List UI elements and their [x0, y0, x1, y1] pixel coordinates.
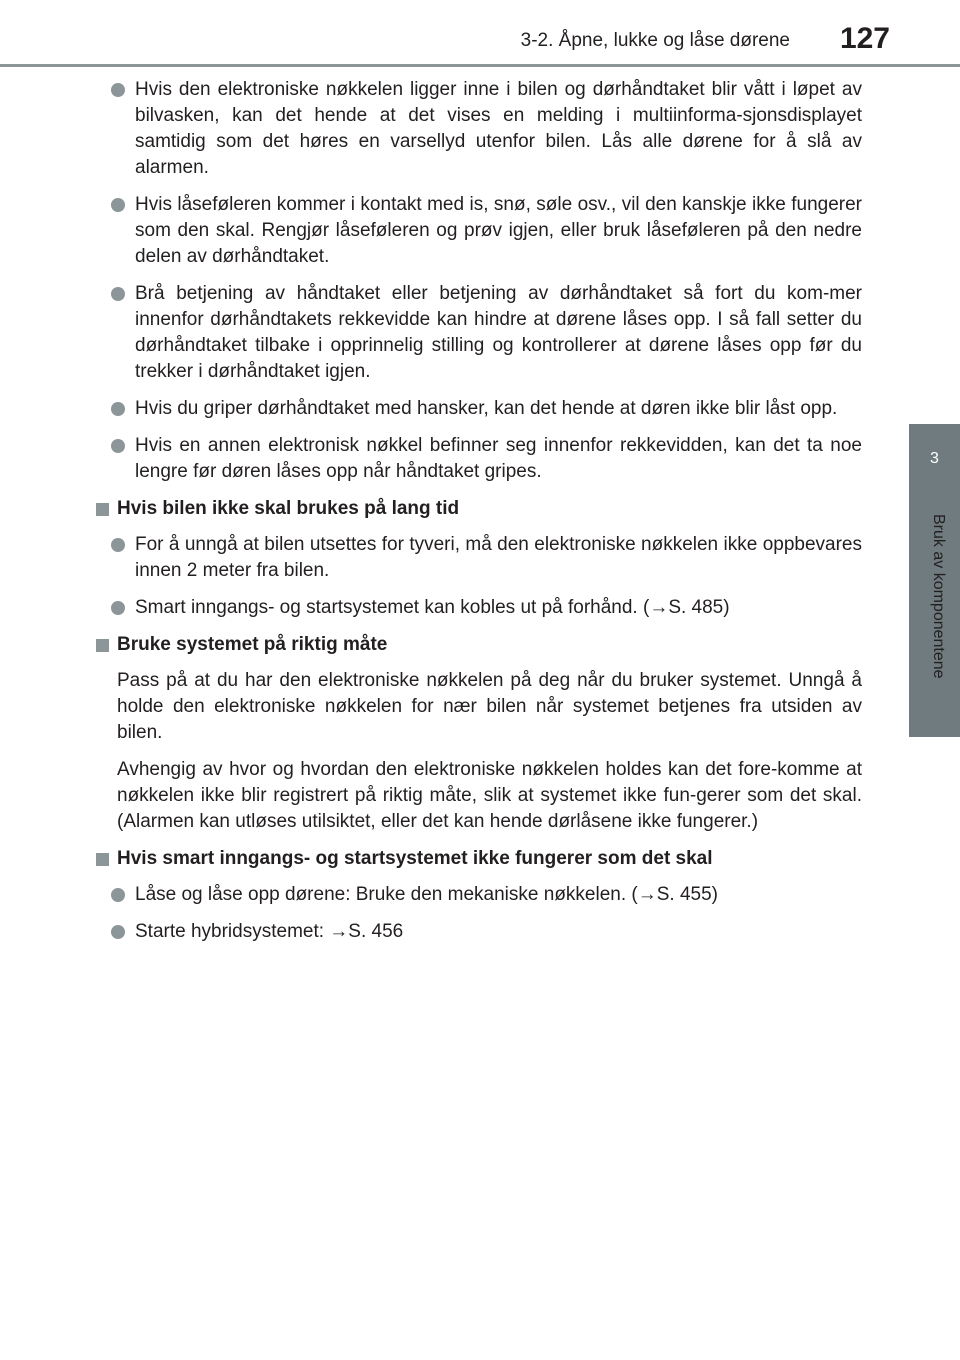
page-content [96, 77, 862, 956]
paragraph: Avhengig av hvor og hvordan den elektroniske nøkkelen holdes kan det fore-komme at nøkkelen ikke blir registrert på riktig måte, slik at systemet ikke fun-gerer som det skal. (Alarmen kan utløses utilsiktet, eller det kan hende dørlåsene ikke fungerer.) [117, 759, 862, 832]
chapter-side-tab [909, 424, 960, 737]
heading-text: Hvis bilen ikke skal brukes på lang tid [117, 498, 460, 519]
heading-text: Hvis smart inngangs- og startsystemet ikke fungerer som det skal [117, 848, 713, 869]
heading-square-icon [96, 639, 109, 652]
bullet-dot-icon [111, 402, 125, 416]
page-number: 127 [839, 22, 890, 55]
list-item [96, 192, 862, 270]
list-item [96, 882, 862, 908]
bullet-dot-icon [111, 601, 125, 615]
list-item-text: Starte hybridsystemet: →S. 456 [135, 921, 404, 942]
heading-square-icon [96, 503, 109, 516]
list-item-text: Hvis en annen elektronisk nøkkel befinner seg innenfor rekkevidden, kan det ta noe lengre før døren låses opp når håndtaket gripes. [135, 435, 862, 482]
paragraph: Pass på at du har den elektroniske nøkkelen på deg når du bruker systemet. Unngå å holde den elektroniske nøkkelen for nær bilen når systemet betjenes fra utsiden av bilen. [117, 670, 862, 743]
heading-text: Bruke systemet på riktig måte [117, 634, 388, 655]
bullet-dot-icon [111, 287, 125, 301]
list-item-text: Hvis låseføleren kommer i kontakt med is, snø, søle osv., vil den kanskje ikke fungerer som den skal. Rengjør låseføleren og prøv igjen, eller bruk låseføleren på den nedre delen av dørhåndtaket. [135, 194, 862, 267]
list-item [96, 281, 862, 385]
list-item-text: Hvis du griper dørhåndtaket med hansker, kan det hende at døren ikke blir låst opp. [135, 398, 838, 419]
section-heading-long-time [96, 496, 862, 522]
header-rule [0, 64, 960, 67]
list-item-text: Brå betjening av håndtaket eller betjening av dørhåndtaket så fort du kom-mer innenfor dørhåndtakets rekkevidde kan hindre at dørene låses opp. I så fall setter du dørhåndtaket tilbake i opprinnelig stilling og kontrollerer at dørene låses opp før du trekker i dørhåndtaket igjen. [135, 283, 862, 382]
list-item [96, 433, 862, 485]
bullet-dot-icon [111, 538, 125, 552]
chapter-number: 3 [930, 450, 939, 467]
section-title: 3-2. Åpne, lukke og låse dørene [520, 30, 790, 51]
list-item-text: Smart inngangs- og startsystemet kan kobles ut på forhånd. (→S. 485) [135, 597, 730, 618]
bullet-dot-icon [111, 888, 125, 902]
list-item-text: For å unngå at bilen utsettes for tyveri, må den elektroniske nøkkelen ikke oppbevares innen 2 meter fra bilen. [135, 534, 862, 581]
section-heading-malfunction [96, 846, 862, 872]
list-item-text: Låse og låse opp dørene: Bruke den mekaniske nøkkelen. (→S. 455) [135, 884, 718, 905]
bullet-dot-icon [111, 439, 125, 453]
list-item [96, 595, 862, 621]
list-item [96, 396, 862, 422]
list-item [96, 77, 862, 181]
list-item-text: Hvis den elektroniske nøkkelen ligger inne i bilen og dørhåndtaket blir vått i løpet av bilvasken, kan det hende at det vises en melding i multiinforma-sjonsdisplayet samtidig som det høres en varsellyd utenfor bilen. Lås alle dørene for å slå av alarmen. [135, 79, 862, 178]
bullet-dot-icon [111, 198, 125, 212]
list-item [96, 919, 862, 945]
chapter-label: Bruk av komponentene [930, 514, 947, 679]
bullet-dot-icon [111, 925, 125, 939]
section-heading-correct-use [96, 632, 862, 658]
list-item [96, 532, 862, 584]
bullet-dot-icon [111, 83, 125, 97]
heading-square-icon [96, 853, 109, 866]
